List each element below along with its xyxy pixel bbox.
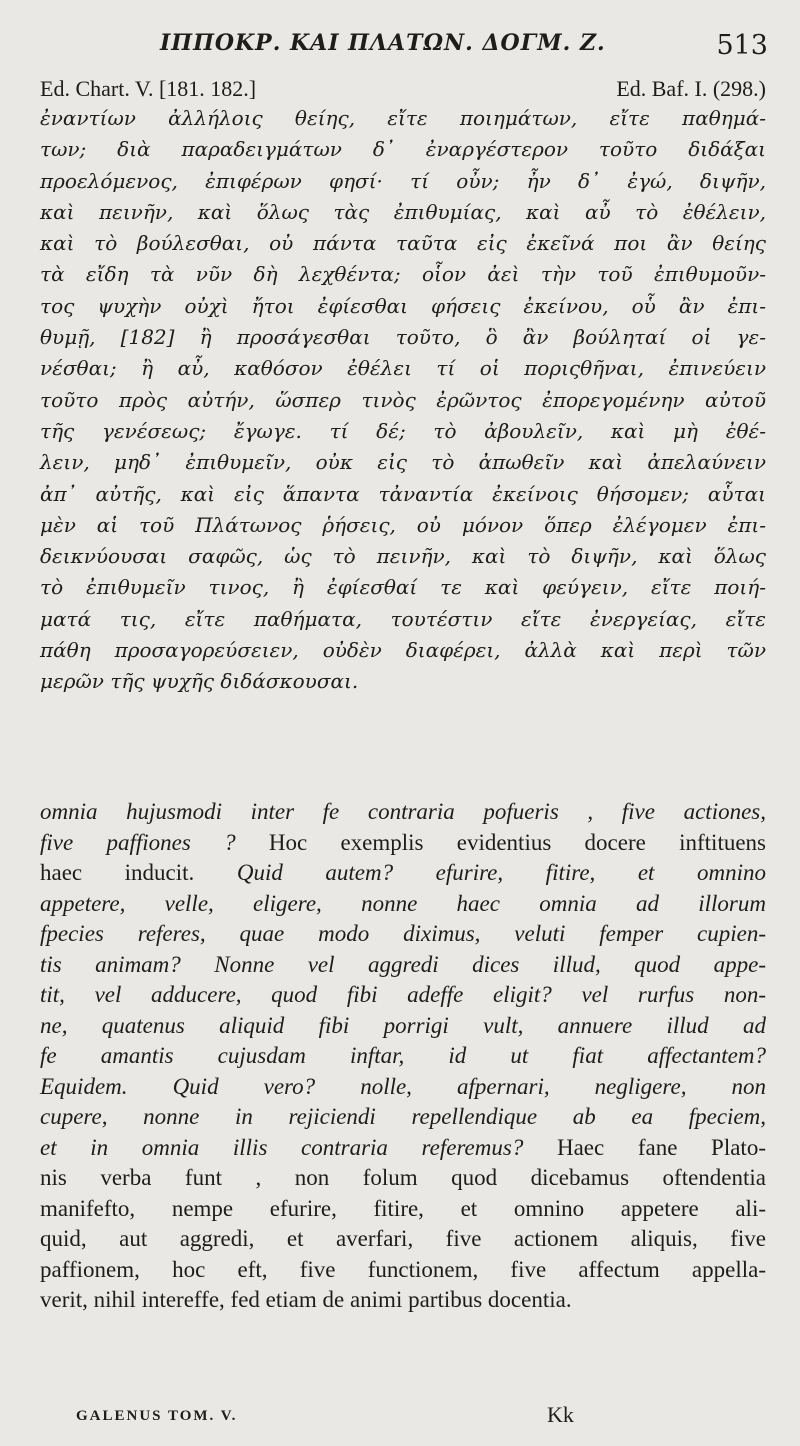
- edition-reference-chartier: Ed. Chart. V. [181. 182.]: [40, 76, 257, 101]
- latin-italic-run: Equidem. Quid vero? nolle, afpernari, negligere, non: [40, 1073, 766, 1099]
- latin-italic-run: cupere, nonne in rejiciendi repellendique ab ea fpeciem,: [40, 1104, 766, 1129]
- latin-italic-run: fpecies referes, quae modo diximus, veluti femper cupien-: [40, 921, 766, 946]
- greek-text-line: ἐναντίων ἀλλήλοις θείης, εἴτε ποιημάτων, εἴτε παθημά-: [40, 106, 766, 130]
- latin-italic-run: appetere, velle, eligere, nonne haec omnia ad illorum: [40, 890, 766, 916]
- greek-text-line: τοῦτο πρὸς αὐτήν, ὥσπερ τινὸς ἐρῶντος ἐπορεγομένην αὐτοῦ: [40, 387, 766, 412]
- latin-text-line: [40, 1011, 766, 1042]
- latin-text-line: [40, 1072, 766, 1103]
- greek-text-line: λειν, μηδ᾽ ἐπιθυμεῖν, οὐκ εἰς τὸ ἀπωθεῖν καὶ ἀπελαύνειν: [40, 450, 766, 475]
- greek-text-line: θυμῇ, [182] ἢ προσάγεσθαι τοῦτο, ὃ ἂν βούληταί οἱ γε-: [40, 325, 766, 350]
- latin-roman-run: manifefto, nempe efurire, fitire, et omnino appetere ali-: [40, 1195, 766, 1221]
- printer-signature: GALENUS TOM. V.: [76, 1408, 238, 1424]
- greek-text-line: των; διὰ παραδειγμάτων δ᾽ ἐναργέστερον τοῦτο διδάξαι: [40, 137, 766, 162]
- greek-text-line: καὶ πεινῆν, καὶ ὅλως τὰς ἐπιθυμίας, καὶ αὖ τὸ ἐθέλειν,: [40, 199, 766, 224]
- edition-reference-row: [40, 76, 766, 104]
- latin-roman-run: paffionem, hoc eft, five functionem, five affectum appella-: [40, 1256, 766, 1282]
- latin-text-line: [40, 1285, 766, 1316]
- greek-text-block: [40, 103, 766, 698]
- latin-text-line: [40, 828, 766, 859]
- latin-italic-run: fe amantis cujusdam inftar, id ut fiat affectantem?: [40, 1043, 766, 1068]
- page-header: [0, 28, 800, 68]
- latin-text-line: [40, 1133, 766, 1164]
- greek-text-line: δεικνύουσαι σαφῶς, ὡς τὸ πεινῆν, καὶ τὸ διψῆν, καὶ ὅλως: [40, 544, 766, 569]
- latin-text-line: [40, 980, 766, 1011]
- running-title: ΙΠΠΟΚΡ. ΚΑΙ ΠΛΑΤΩΝ. ΔΟΓΜ. Ζ.: [160, 30, 606, 56]
- greek-text-line: μὲν αἱ τοῦ Πλάτωνος ῥήσεις, οὐ μόνον ὅπερ ἐλέγομεν ἐπι-: [40, 512, 766, 537]
- latin-roman-run: verit, nihil intereffe, fed etiam de animi partibus docentia.: [40, 1287, 572, 1312]
- latin-italic-run: tit, vel adducere, quod fibi adeffe eligit? vel rurfus non-: [40, 982, 766, 1007]
- greek-text-line: ματά τις, εἴτε παθήματα, τουτέστιν εἴτε ἐνεργείας, εἴτε: [40, 606, 766, 631]
- latin-italic-run: ne, quatenus aliquid fibi porrigi vult, annuere illud ad: [40, 1012, 766, 1038]
- greek-text-line: νέσθαι; ἢ αὖ, καθόσον ἐθέλει τί οἱ ποριςθῆναι, ἐπινεύειν: [40, 356, 766, 381]
- latin-text-line: [40, 1102, 766, 1133]
- page-number: 513: [716, 30, 768, 61]
- latin-text-line: [40, 950, 766, 981]
- gathering-mark: Kk: [547, 1402, 574, 1427]
- latin-text-line: [40, 889, 766, 920]
- greek-text-line: πάθη προσαγορεύσειεν, οὐδὲν διαφέρει, ἀλλὰ καὶ περὶ τῶν: [40, 638, 766, 663]
- greek-text-line: τὰ εἴδη τὰ νῦν δὴ λεχθέντα; οἷον ἀεὶ τὴν τοῦ ἐπιθυμοῦν-: [40, 262, 766, 287]
- greek-text-line: τος ψυχὴν οὐχὶ ἤτοι ἐφίεσθαι φήσεις ἐκείνου, οὗ ἂν ἐπι-: [40, 293, 766, 318]
- latin-roman-run: nis verba funt , non folum quod dicebamus oftendentia: [40, 1165, 766, 1190]
- latin-text-line: [40, 797, 766, 828]
- latin-italic-run: omnia hujusmodi inter fe contraria pofueris , five actiones,: [40, 799, 766, 824]
- latin-text-line: [40, 1163, 766, 1194]
- latin-text-line: [40, 1224, 766, 1255]
- latin-text-line: [40, 858, 766, 889]
- edition-reference-basel: Ed. Baf. I. (298.): [616, 76, 766, 101]
- latin-italic-run: five paffiones ?: [40, 829, 236, 855]
- latin-italic-run: et in omnia illis contraria referemus?: [40, 1134, 524, 1160]
- greek-text-line: ἀπ᾽ αὐτῆς, καὶ εἰς ἅπαντα τἀναντία ἐκείνοις θήσομεν; αὗται: [40, 481, 766, 506]
- greek-text-line: καὶ τὸ βούλεσθαι, οὐ πάντα ταῦτα εἰς ἐκεῖνά ποι ἂν θείης: [40, 231, 766, 256]
- greek-text-line: τῆς γενέσεως; ἔγωγε. τί δέ; τὸ ἀβουλεῖν, καὶ μὴ ἐθέ-: [40, 418, 766, 443]
- latin-text-line: [40, 1194, 766, 1225]
- latin-roman-run: Haec fane Plato-: [523, 1134, 766, 1160]
- latin-roman-run: haec inducit.: [40, 860, 237, 885]
- latin-text-line: [40, 1255, 766, 1286]
- latin-text-line: [40, 919, 766, 950]
- latin-italic-run: Quid autem? efurire, fitire, et omnino: [236, 860, 766, 885]
- greek-text-line: μερῶν τῆς ψυχῆς διδάσκουσαι.: [40, 669, 359, 694]
- latin-text-block: [40, 797, 766, 1316]
- latin-roman-run: Hoc exemplis evidentius docere inftituens: [235, 829, 766, 855]
- latin-roman-run: quid, aut aggredi, et averfari, five actionem aliquis, five: [40, 1226, 766, 1251]
- latin-text-line: [40, 1041, 766, 1072]
- page-footer: [0, 1402, 800, 1432]
- greek-text-line: προελόμενος, ἐπιφέρων φησί· τί οὖν; ἦν δ᾽ ἐγώ, διψῆν,: [40, 168, 766, 193]
- greek-text-line: τὸ ἐπιθυμεῖν τινος, ἢ ἐφίεσθαί τε καὶ φεύγειν, εἴτε ποιή-: [40, 575, 766, 600]
- latin-italic-run: tis animam? Nonne vel aggredi dices illud, quod appe-: [40, 951, 766, 977]
